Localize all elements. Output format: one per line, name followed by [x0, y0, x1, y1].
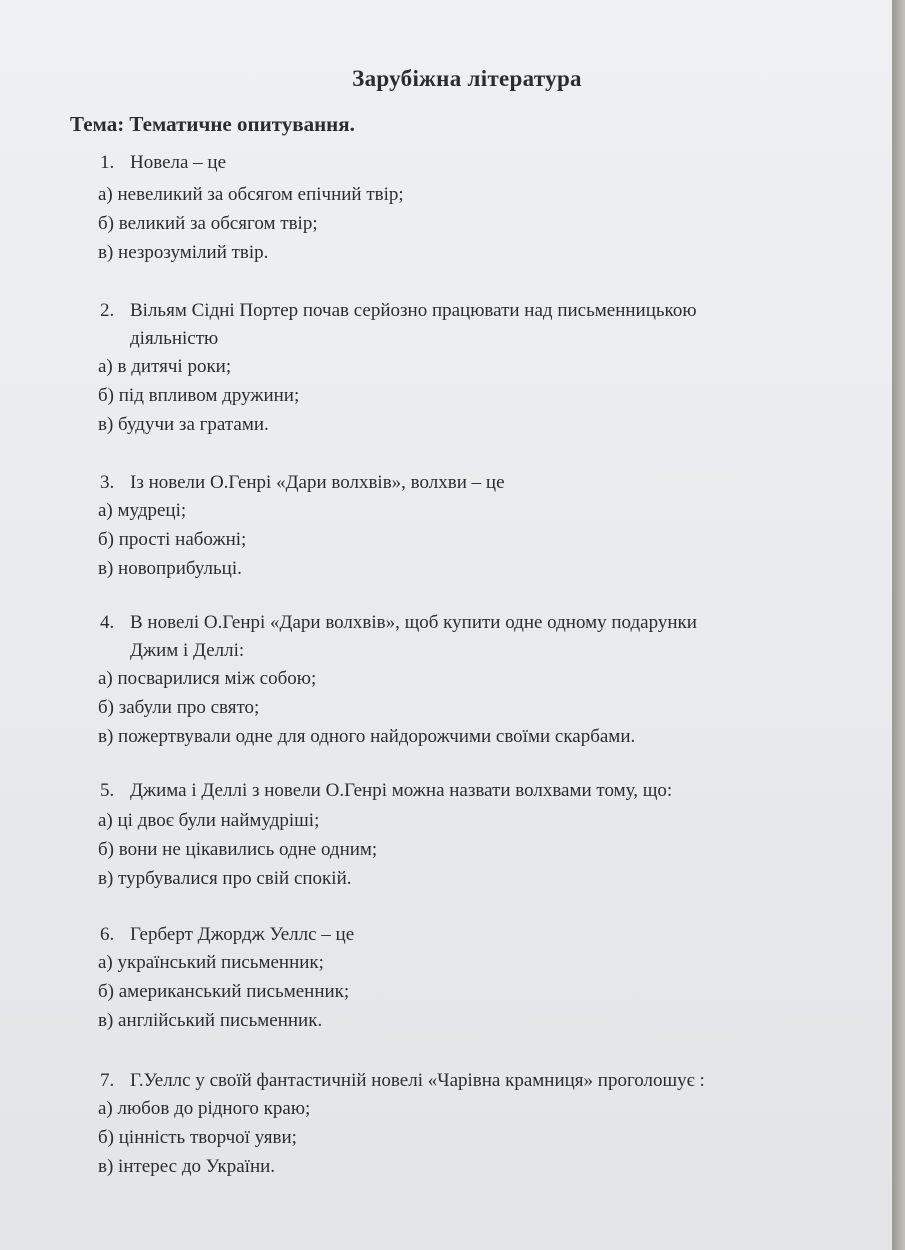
page-edge — [892, 0, 905, 1250]
document-title: Зарубіжна література — [352, 66, 582, 91]
option-a: а) посварилися між собою; — [98, 668, 317, 689]
option-b: б) під впливом дружини; — [98, 385, 300, 406]
document-topic: Тема: Тематичне опитування. — [70, 112, 355, 136]
question-5-options — [100, 806, 840, 893]
option-c: в) новоприбульці. — [98, 558, 242, 579]
question-text — [100, 922, 840, 948]
question-text — [100, 150, 840, 176]
option-b: б) цінність творчої уяви; — [98, 1127, 297, 1148]
question-number: 7. — [100, 1070, 115, 1091]
option-a: а) в дитячі роки; — [98, 356, 232, 377]
option-a: а) ці двоє були наймудріші; — [98, 810, 320, 831]
question-3-options — [100, 496, 840, 583]
option-a: а) любов до рідного краю; — [98, 1098, 311, 1119]
option-b: б) вони не цікавились одне одним; — [98, 839, 378, 860]
option-b: б) американський письменник; — [98, 981, 350, 1002]
option-c: в) інтерес до України. — [98, 1156, 276, 1177]
option-c: в) пожертвували одне для одного найдорожчими своїми скарбами. — [98, 726, 636, 747]
option-c: в) англійський письменник. — [98, 1010, 323, 1031]
question-5 — [100, 778, 840, 804]
question-text — [100, 298, 840, 324]
option-b: б) прості набожні; — [98, 529, 247, 550]
question-6 — [100, 922, 840, 948]
question-1-options — [100, 180, 840, 267]
option-b: б) великий за обсягом твір; — [98, 213, 318, 234]
question-number: 3. — [100, 472, 115, 493]
question-text-line: Вільям Сідні Портер почав серйозно працювати над письменницькою — [130, 300, 697, 321]
question-number: 2. — [100, 300, 115, 321]
option-a: а) невеликий за обсягом епічний твір; — [98, 184, 404, 205]
question-2 — [100, 298, 840, 352]
question-1 — [100, 150, 840, 176]
option-c: в) незрозумілий твір. — [98, 242, 269, 263]
question-number: 4. — [100, 612, 115, 633]
question-text-continuation: Джим і Деллі: — [130, 640, 245, 661]
question-text-continuation: діяльністю — [130, 328, 219, 349]
question-2-options — [100, 352, 840, 439]
question-6-options — [100, 948, 840, 1035]
option-c: в) турбувалися про свій спокій. — [98, 868, 352, 889]
question-text-line: В новелі О.Генрі «Дари волхвів», щоб купити одне одному подарунки — [130, 612, 697, 633]
question-4-options — [100, 664, 840, 751]
question-7 — [100, 1068, 840, 1094]
question-text-line: Із новели О.Генрі «Дари волхвів», волхви – це — [130, 472, 505, 493]
question-7-options — [100, 1094, 840, 1181]
question-number: 6. — [100, 924, 115, 945]
question-text — [100, 1068, 840, 1094]
question-text-line: Герберт Джордж Уеллс – це — [130, 924, 355, 945]
question-text — [100, 470, 840, 496]
option-c: в) будучи за гратами. — [98, 414, 269, 435]
question-text-line: Джима і Деллі з новели О.Генрі можна назвати волхвами тому, що: — [130, 780, 673, 801]
option-b: б) забули про свято; — [98, 697, 260, 718]
question-text — [100, 778, 840, 804]
question-4 — [100, 610, 840, 664]
question-3 — [100, 470, 840, 496]
question-text-line: Новела – це — [130, 152, 227, 173]
question-number: 1. — [100, 152, 115, 173]
question-number: 5. — [100, 780, 115, 801]
option-a: а) український письменник; — [98, 952, 324, 973]
question-text — [100, 610, 840, 636]
question-text-line: Г.Уеллс у своїй фантастичній новелі «Чарівна крамниця» проголошує : — [130, 1070, 705, 1091]
option-a: а) мудреці; — [98, 500, 187, 521]
